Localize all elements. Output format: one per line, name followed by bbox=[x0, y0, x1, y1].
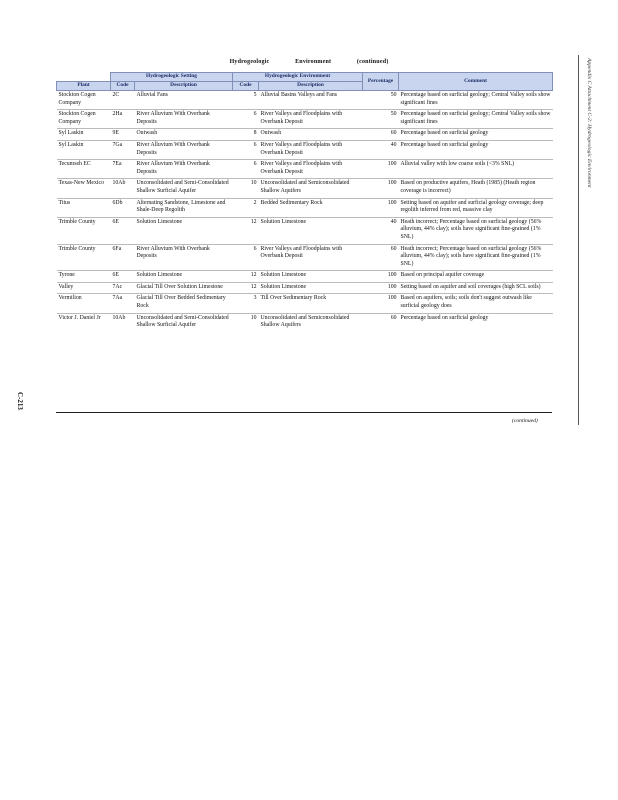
cell-comment: Percentage based on surficial geology bbox=[399, 129, 553, 141]
cell-plant: Texas-New Mexico bbox=[57, 179, 111, 198]
header-description-2: Description bbox=[259, 82, 363, 91]
cell-environment-description: River Valleys and Floodplains with Overbank Deposit bbox=[259, 244, 363, 271]
running-header-text: Appendix C Attachment C-2: Hydrogeologic Environment bbox=[586, 58, 592, 188]
header-code-2: Code bbox=[233, 82, 259, 91]
cell-setting-code: 6E bbox=[111, 271, 135, 283]
page-number bbox=[14, 392, 26, 422]
cell-setting-description: Outwash bbox=[135, 129, 233, 141]
cell-percentage: 40 bbox=[363, 140, 399, 159]
cell-plant: Syl Laskin bbox=[57, 129, 111, 141]
cell-setting-description: River Alluvium With Overbank Deposits bbox=[135, 244, 233, 271]
cell-comment: Heath incorrect; Percentage based on surficial geology (56% alluvium, 44% clay); soils have significant fine-grained (1% SNL) bbox=[399, 217, 553, 244]
cell-percentage: 100 bbox=[363, 179, 399, 198]
cell-percentage: 100 bbox=[363, 271, 399, 283]
cell-percentage: 100 bbox=[363, 294, 399, 313]
cell-setting-description: Unconsolidated and Semi-Consolidated Shallow Surficial Aquifer bbox=[135, 179, 233, 198]
cell-comment: Heath incorrect; Percentage based on surficial geology (56% alluvium, 44% clay); soils have significant fine-grained (1% SNL) bbox=[399, 244, 553, 271]
cell-environment-description: Unconsolidated and Semiconsolidated Shallow Aquifers bbox=[259, 313, 363, 332]
cell-setting-code: 6Db bbox=[111, 198, 135, 217]
cell-percentage: 100 bbox=[363, 160, 399, 179]
cell-percentage: 60 bbox=[363, 244, 399, 271]
cell-setting-description: River Alluvium With Overbank Deposits bbox=[135, 140, 233, 159]
header-setting-group: Hydrogeologic Setting bbox=[111, 73, 233, 82]
page-title bbox=[0, 59, 618, 65]
header-description-1: Description bbox=[135, 82, 233, 91]
cell-environment-code: 12 bbox=[233, 217, 259, 244]
cell-environment-description: Unconsolidated and Semiconsolidated Shallow Aquifers bbox=[259, 179, 363, 198]
cell-plant: Vermilion bbox=[57, 294, 111, 313]
cell-setting-code: 10Ab bbox=[111, 179, 135, 198]
cell-comment: Based on principal aquifer coverage bbox=[399, 271, 553, 283]
table-row bbox=[57, 110, 553, 129]
cell-environment-code: 6 bbox=[233, 140, 259, 159]
header-row-group bbox=[57, 73, 553, 82]
table-row bbox=[57, 198, 553, 217]
cell-percentage: 100 bbox=[363, 282, 399, 294]
cell-setting-code: 6E bbox=[111, 217, 135, 244]
cell-environment-description: River Valleys and Floodplains with Overbank Deposit bbox=[259, 140, 363, 159]
cell-environment-code: 2 bbox=[233, 198, 259, 217]
table-row bbox=[57, 140, 553, 159]
cell-comment: Setting based on aquifer and soil coverages (high SCL soils) bbox=[399, 282, 553, 294]
header-plant: Plant bbox=[57, 82, 111, 91]
cell-comment: Based on productive aquifers, Heath (1985) (Heath region coverage is incorrect) bbox=[399, 179, 553, 198]
table-row bbox=[57, 129, 553, 141]
table-row bbox=[57, 160, 553, 179]
cell-setting-code: 7Ea bbox=[111, 160, 135, 179]
cell-environment-description: River Valleys and Floodplains with Overbank Deposit bbox=[259, 160, 363, 179]
cell-comment: Based on aquifers, soils; soils don't suggest outwash like surficial geology does bbox=[399, 294, 553, 313]
table-row bbox=[57, 294, 553, 313]
table-row bbox=[57, 179, 553, 198]
cell-comment: Percentage based on surficial geology bbox=[399, 140, 553, 159]
cell-setting-description: Solution Limestone bbox=[135, 217, 233, 244]
cell-setting-code: 9E bbox=[111, 129, 135, 141]
cell-comment: Alluvial valley with low coarse soils (<3% SNL) bbox=[399, 160, 553, 179]
cell-setting-description: Solution Limestone bbox=[135, 271, 233, 283]
cell-environment-code: 12 bbox=[233, 282, 259, 294]
running-header bbox=[578, 58, 598, 258]
table-row bbox=[57, 282, 553, 294]
cell-environment-description: River Valleys and Floodplains with Overbank Deposit bbox=[259, 110, 363, 129]
cell-plant: Stockton Cogen Company bbox=[58, 92, 96, 106]
cell-setting-description: Glacial Till Over Solution Limestone bbox=[135, 282, 233, 294]
table-body bbox=[57, 91, 553, 332]
cell-percentage: 60 bbox=[363, 313, 399, 332]
cell-environment-code: 3 bbox=[233, 294, 259, 313]
cell-environment-code: 10 bbox=[233, 313, 259, 332]
hydrogeologic-table bbox=[56, 72, 553, 332]
cell-plant: Titus bbox=[57, 198, 111, 217]
cell-percentage: 40 bbox=[363, 217, 399, 244]
cell-setting-description: Alternating Sandstone, Limestone and Shale-Deep Regolith bbox=[135, 198, 233, 217]
table-row bbox=[57, 91, 553, 110]
cell-setting-code: 2C bbox=[112, 92, 120, 98]
cell-environment-description: Solution Limestone bbox=[259, 217, 363, 244]
cell-setting-description: River Alluvium With Overbank Deposits bbox=[135, 110, 233, 129]
cell-setting-description: Glacial Till Over Bedded Sedimentary Rock bbox=[135, 294, 233, 313]
cell-plant: Trimble County bbox=[57, 244, 111, 271]
cell-plant: Victor J. Daniel Jr bbox=[57, 313, 111, 332]
cell-percentage: 50 bbox=[390, 92, 397, 98]
title-part-2: Environment bbox=[295, 59, 332, 65]
cell-plant: Stockton Cogen Company bbox=[57, 110, 111, 129]
table-row bbox=[57, 313, 553, 332]
table-row bbox=[57, 217, 553, 244]
cell-environment-description: Bedded Sedimentary Rock bbox=[259, 198, 363, 217]
cell-environment-description: Outwash bbox=[259, 129, 363, 141]
cell-setting-code: 7Ga bbox=[111, 140, 135, 159]
continued-label: (continued) bbox=[512, 418, 538, 424]
header-code-1: Code bbox=[111, 82, 135, 91]
cell-environment-code: 5 bbox=[253, 92, 257, 98]
cell-percentage: 100 bbox=[363, 198, 399, 217]
cell-percentage: 60 bbox=[363, 129, 399, 141]
cell-environment-description: Till Over Sedimentary Rock bbox=[259, 294, 363, 313]
title-part-1: Hydrogeologic bbox=[229, 59, 270, 65]
cell-environment-code: 8 bbox=[233, 129, 259, 141]
cell-setting-code: 6Fa bbox=[111, 244, 135, 271]
cell-comment: Percentage based on surficial geology bbox=[399, 313, 553, 332]
cell-setting-code: 2Ha bbox=[111, 110, 135, 129]
cell-setting-description: River Alluvium With Overbank Deposits bbox=[135, 160, 233, 179]
cell-setting-description: Alluvial Fans bbox=[136, 92, 168, 98]
cell-environment-code: 12 bbox=[233, 271, 259, 283]
header-comment: Comment bbox=[399, 73, 553, 91]
cell-setting-description: Unconsolidated and Semi-Consolidated Shallow Surficial Aquifer bbox=[135, 313, 233, 332]
cell-setting-code: 7Aa bbox=[111, 294, 135, 313]
title-part-3: (continued) bbox=[356, 59, 389, 65]
cell-environment-code: 6 bbox=[233, 160, 259, 179]
cell-environment-code: 10 bbox=[233, 179, 259, 198]
cell-plant: Syl Laskin bbox=[57, 140, 111, 159]
table-row bbox=[57, 244, 553, 271]
cell-plant: Tyrone bbox=[57, 271, 111, 283]
header-percentage: Percentage bbox=[363, 73, 399, 91]
header-spacer bbox=[57, 73, 111, 82]
page-number-text: C-213 bbox=[16, 392, 24, 410]
cell-comment: Setting based on aquifer and surficial geology coverage; deep regolith inferred from red, massive clay bbox=[399, 198, 553, 217]
cell-environment-code: 6 bbox=[233, 244, 259, 271]
cell-comment: Percentage based on surficial geology; Central Valley soils show significant fines bbox=[399, 110, 553, 129]
cell-setting-code: 7Ac bbox=[111, 282, 135, 294]
cell-plant: Trimble County bbox=[57, 217, 111, 244]
cell-comment: Percentage based on surficial geology; Central Valley soils show significant fines bbox=[400, 92, 551, 106]
cell-environment-code: 6 bbox=[233, 110, 259, 129]
cell-setting-code: 10Ab bbox=[111, 313, 135, 332]
cell-environment-description: Alluvial Basins Valleys and Fans bbox=[260, 92, 338, 98]
margin-rule bbox=[578, 55, 579, 425]
header-environment-group: Hydrogeologic Environment bbox=[233, 73, 363, 82]
table-bottom-rule bbox=[56, 412, 552, 413]
cell-plant: Valley bbox=[57, 282, 111, 294]
cell-plant: Tecumseh EC bbox=[57, 160, 111, 179]
cell-environment-description: Solution Limestone bbox=[259, 271, 363, 283]
table-row bbox=[57, 271, 553, 283]
cell-percentage: 50 bbox=[363, 110, 399, 129]
cell-environment-description: Solution Limestone bbox=[259, 282, 363, 294]
